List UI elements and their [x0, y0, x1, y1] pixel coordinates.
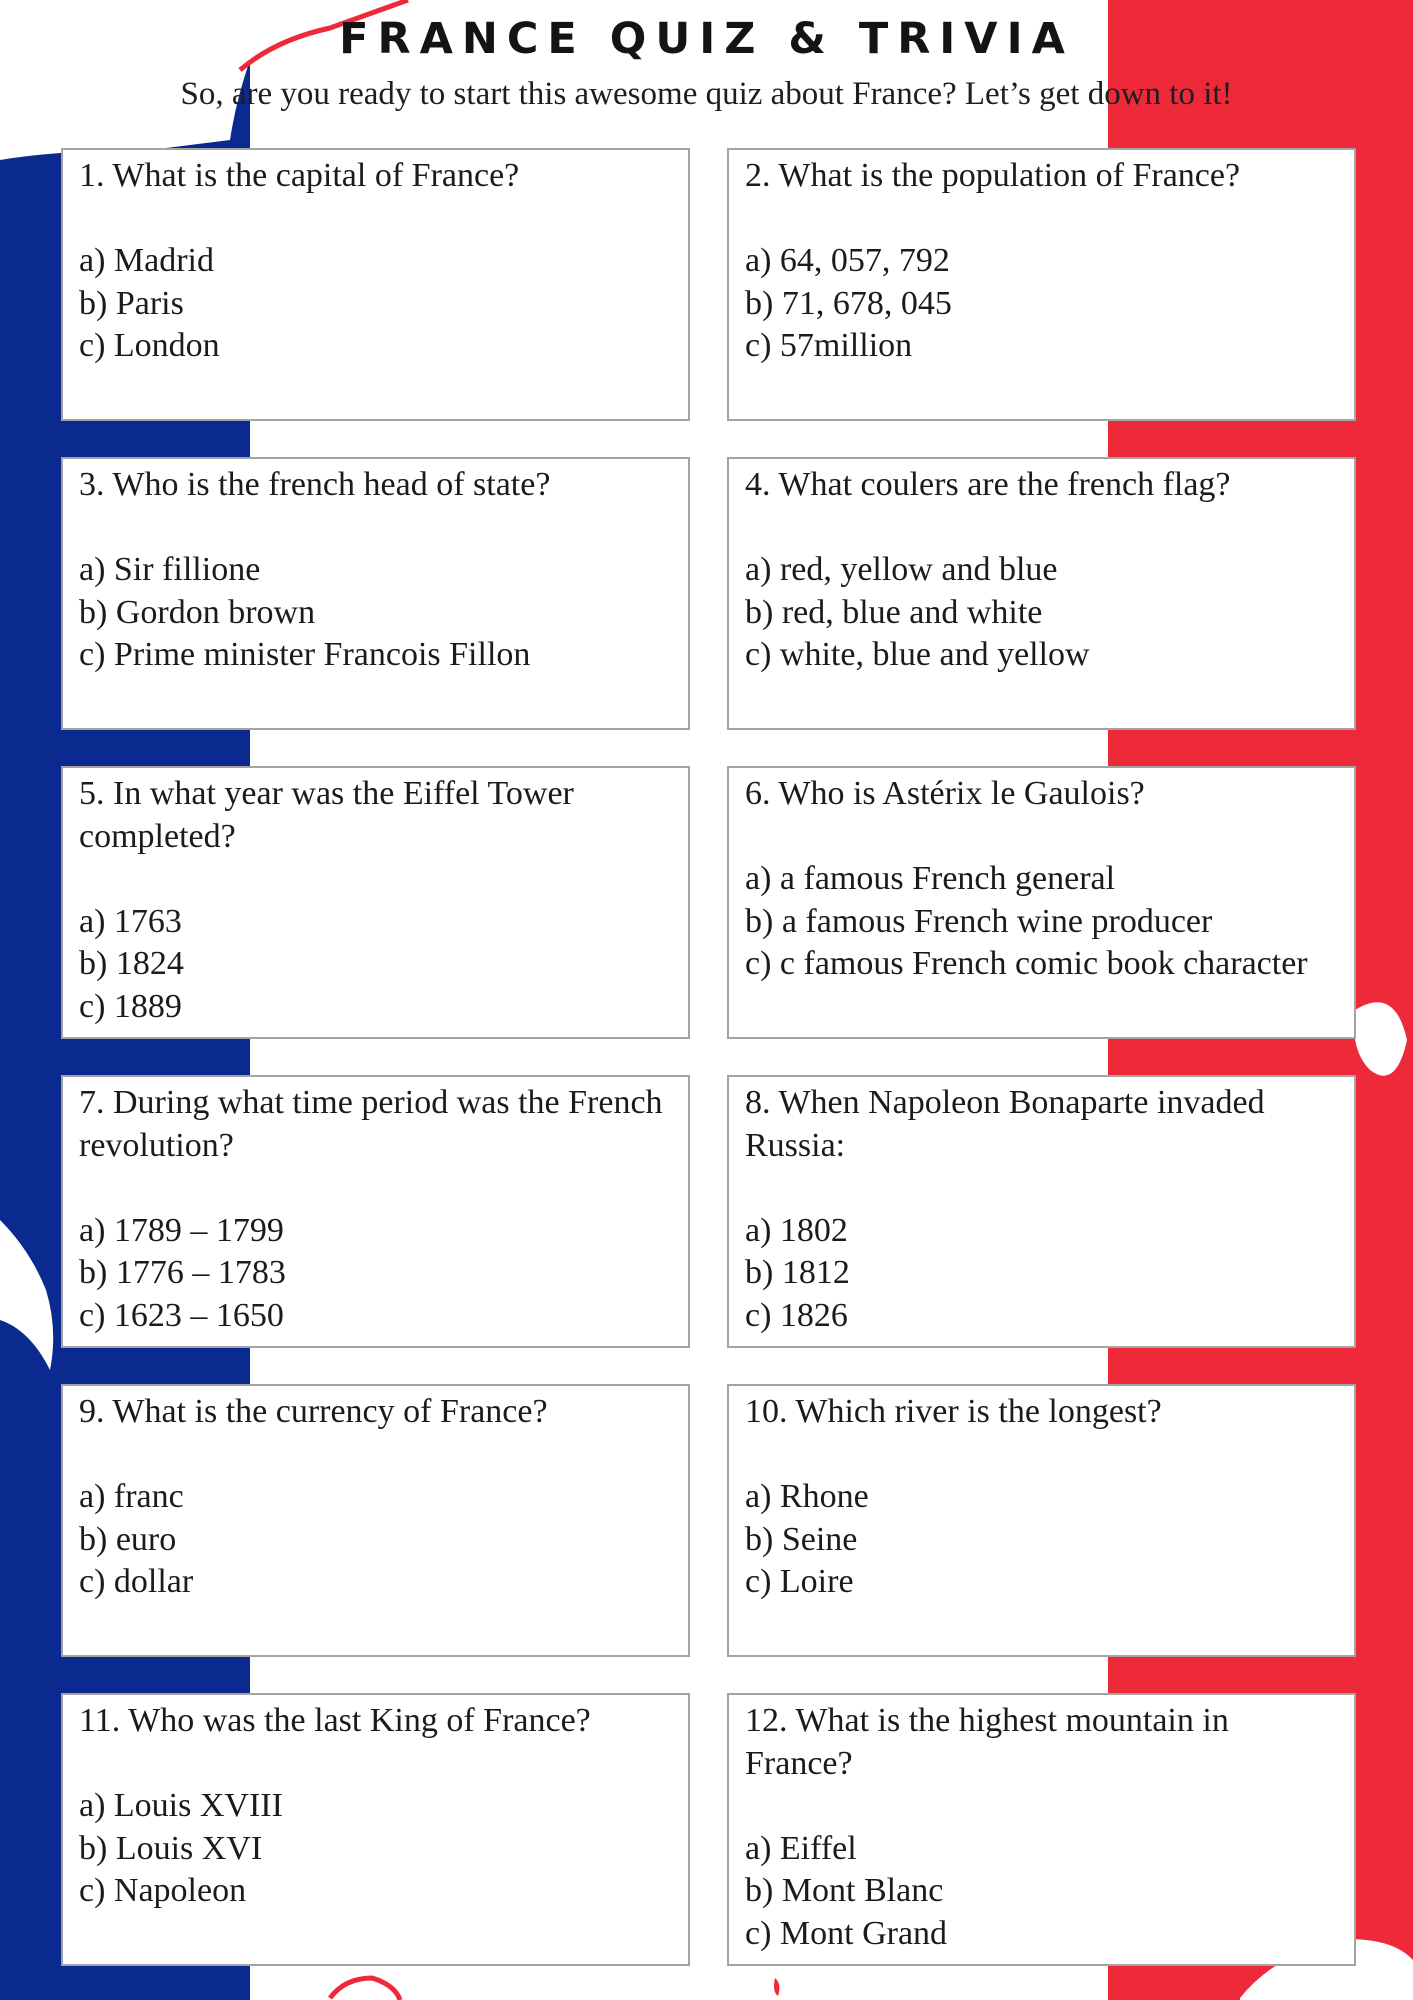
question-card-11 — [61, 1693, 690, 1966]
map-island-mark — [774, 1978, 779, 1996]
question-card-9 — [61, 1384, 690, 1657]
answer-option-b: b) Gordon brown — [79, 593, 316, 631]
answer-option-a: a) Rhone — [745, 1478, 869, 1515]
question-text: 2. What is the population of France? — [745, 157, 1241, 194]
question-card-7 — [61, 1075, 690, 1348]
answer-option-a: a) Louis XVIII — [79, 1787, 283, 1824]
answer-option-b: b) Louis XVI — [79, 1829, 263, 1867]
answer-option-b: b) euro — [79, 1520, 177, 1558]
question-card-3 — [61, 457, 690, 730]
question-card-12 — [727, 1693, 1356, 1966]
answer-option-c: c) c famous French comic book character — [745, 945, 1308, 982]
answer-option-b: b) Mont Blanc — [745, 1872, 944, 1909]
answer-option-b: b) red, blue and white — [745, 593, 1043, 631]
answer-option-c: c) Napoleon — [79, 1872, 247, 1909]
map-coast-bottom-line — [330, 1978, 400, 2000]
question-card-1 — [61, 148, 690, 421]
question-text: 6. Who is Astérix le Gaulois? — [745, 775, 1145, 812]
answer-option-b: b) Paris — [79, 284, 184, 322]
answer-option-a: a) Madrid — [79, 242, 215, 279]
question-text: 3. Who is the french head of state? — [79, 466, 551, 503]
answer-option-b: b) a famous French wine producer — [745, 902, 1213, 940]
answer-option-c: c) dollar — [79, 1563, 194, 1600]
answer-option-a: a) Sir fillione — [79, 551, 261, 588]
page-subtitle: So, are you ready to start this awesome quiz about France? Let’s get down to it! — [180, 76, 1233, 112]
question-text: 7. During what time period was the French revolution? — [79, 1084, 663, 1164]
question-text: 9. What is the currency of France? — [79, 1393, 548, 1430]
answer-option-b: b) 71, 678, 045 — [745, 284, 952, 322]
question-text: 1. What is the capital of France? — [79, 157, 520, 194]
question-text: 10. Which river is the longest? — [745, 1393, 1162, 1430]
answer-option-b: b) 1824 — [79, 945, 184, 982]
answer-option-c: c) 1826 — [745, 1296, 848, 1334]
question-card-6 — [727, 766, 1356, 1039]
answer-option-a: a) Eiffel — [745, 1829, 857, 1867]
question-text: 5. In what year was the Eiffel Tower completed? — [79, 775, 574, 855]
answer-option-c: c) Loire — [745, 1563, 854, 1600]
question-card-10 — [727, 1384, 1356, 1657]
answer-option-b: b) Seine — [745, 1520, 858, 1558]
answer-option-a: a) franc — [79, 1478, 184, 1515]
answer-option-c: c) 1889 — [79, 987, 182, 1025]
question-card-4 — [727, 457, 1356, 730]
answer-option-c: c) white, blue and yellow — [745, 636, 1090, 673]
answer-option-c: c) Prime minister Francois Fillon — [79, 636, 531, 673]
question-card-8 — [727, 1075, 1356, 1348]
answer-option-a: a) a famous French general — [745, 860, 1116, 897]
question-text: 11. Who was the last King of France? — [79, 1702, 591, 1739]
page-title: FRANCE QUIZ & TRIVIA — [339, 14, 1074, 64]
answer-option-a: a) 64, 057, 792 — [745, 242, 950, 279]
question-card-5 — [61, 766, 690, 1039]
answer-option-a: a) red, yellow and blue — [745, 551, 1058, 588]
answer-option-c: c) Mont Grand — [745, 1914, 948, 1952]
question-card-2 — [727, 148, 1356, 421]
question-text: 8. When Napoleon Bonaparte invaded Russia: — [745, 1084, 1265, 1164]
answer-option-b: b) 1812 — [745, 1254, 850, 1291]
answer-option-b: b) 1776 – 1783 — [79, 1254, 286, 1291]
answer-option-a: a) 1802 — [745, 1211, 848, 1249]
answer-option-c: c) London — [79, 327, 220, 364]
answer-option-c: c) 1623 – 1650 — [79, 1296, 284, 1334]
question-text: 12. What is the highest mountain in France? — [745, 1702, 1229, 1782]
answer-option-c: c) 57million — [745, 327, 913, 364]
answer-option-a: a) 1763 — [79, 902, 182, 940]
question-text: 4. What coulers are the french flag? — [745, 466, 1231, 503]
answer-option-a: a) 1789 – 1799 — [79, 1211, 284, 1249]
